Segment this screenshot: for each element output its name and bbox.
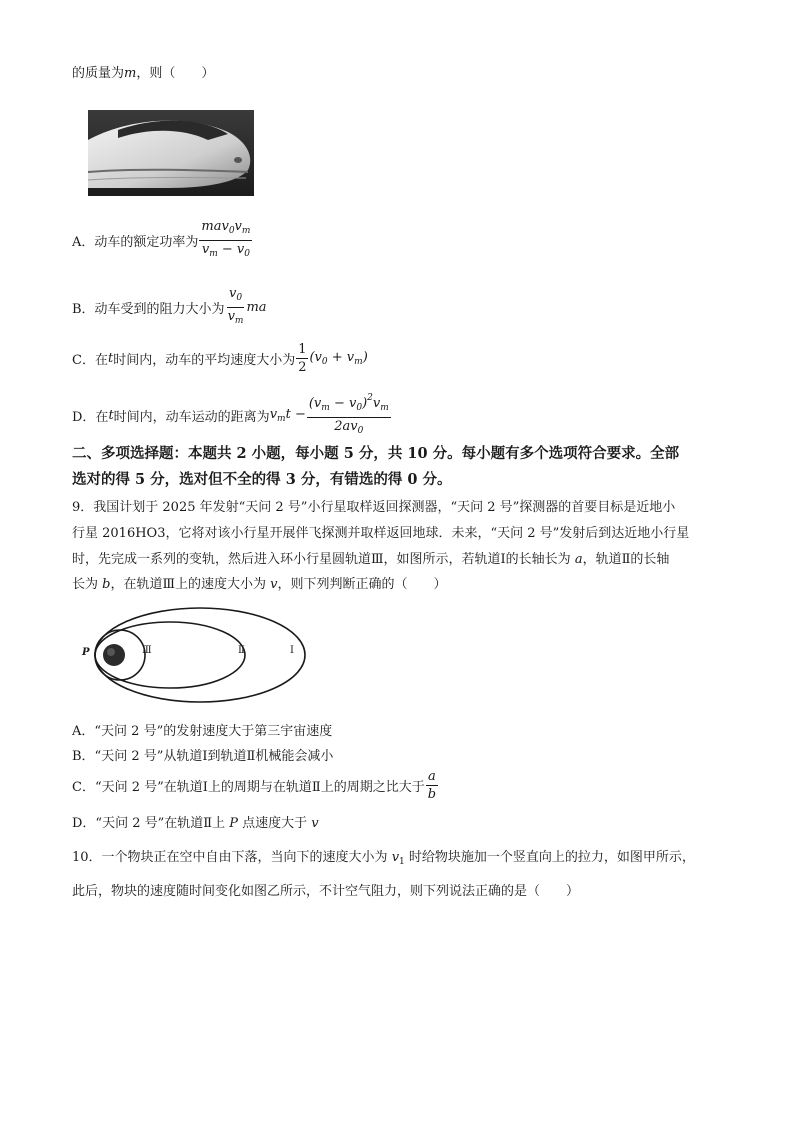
q9-line3: 时，先完成一系列的变轨，然后进入环小行星圆轨道Ⅲ，如图所示，若轨道Ⅰ的长轴长为 a，轨道Ⅱ的长轴 [72,552,670,567]
train-photo [88,110,254,196]
q8-tail-line [72,62,214,81]
orbit-label-1: Ⅰ [290,645,294,656]
q9-option-c[interactable]: C．“天问 2 号”在轨道Ⅰ上的周期与在轨道Ⅱ上的周期之比大于 $\frac{a}{b}$ [72,769,437,802]
q9-option-c-fraction: $\frac{a}{b}$ [427,769,437,802]
q8-option-b[interactable] [72,285,267,330]
q8-option-b-ma: ma [246,300,267,315]
q8-mass-var: m [124,66,137,81]
q8-option-b-fraction: $\frac{v_0}{v_m}$ [227,286,244,326]
q8-option-a[interactable] [72,218,253,263]
train-photo-graphic [88,110,254,196]
q9-line1: 9．我国计划于 2025 年发射“天问 2 号”小行星取样返回探测器，“天问 2 号”探测器的首要目标是近地小 [72,500,676,515]
orbit-diagram [80,605,320,705]
q9-option-a[interactable]: A．“天问 2 号”的发射速度大于第三宇宙速度 [72,724,333,739]
orbit-label-3: Ⅲ [142,645,152,656]
q8-option-d[interactable]: D．在 t 时间内，动车运动的距离为 $v_mt$ − $\frac{(v_m - v_0)^2v_m}{2av_0}$ [72,390,392,440]
q10-line2: 此后，物块的速度随时间变化如图乙所示，不计空气阻力，则下列说法正确的是（ ） [72,884,580,899]
q8-option-c[interactable]: C．在 t 时间内，动车的平均速度大小为 $\frac{1}{2}$ $(v_0 + v_m)$ [72,342,368,375]
asteroid [103,644,125,666]
q9-option-d[interactable]: D．“天问 2 号”在轨道Ⅱ上 P 点速度大于 v [72,816,319,831]
q9-option-b[interactable]: B．“天问 2 号”从轨道Ⅰ到轨道Ⅱ机械能会减小 [72,749,334,764]
q8-option-d-fraction: $\frac{(v_m - v_0)^2v_m}{2av_0}$ [307,390,391,440]
orbit-label-2: Ⅱ [238,645,245,656]
q8-option-b-label: B．动车受到的阻力大小为 [72,302,225,317]
q8-option-a-label: A．动车的额定功率为 [72,235,199,250]
q8-tail-end: ，则（ ） [136,66,215,81]
q8-tail-text: 的质量为 [72,66,125,81]
q8-option-d-lead: $v_mt$ − [269,406,306,424]
q8-option-c-expr: $(v_0 + v_m)$ [309,350,368,367]
q9-line2: 行星 2016HO3，它将对该小行星开展伴飞探测并取样返回地球．未来，“天问 2 号”发射后到达近地小行星 [72,526,690,541]
q8-option-a-fraction: $\frac{mav_0v_m}{v_m - v_0}$ [201,219,251,259]
q9-line4: 长为 b，在轨道Ⅲ上的速度大小为 v，则下列判断正确的（ ） [72,577,447,592]
orbit-point-p: P [82,647,90,658]
orbit-1 [95,608,305,702]
q10-line1: 10．一个物块正在空中自由下落，当向下的速度大小为 $v_1$ 时给物块施加一个竖直向上的拉力，如图甲所示， [72,850,695,867]
orbit-svg [80,605,320,705]
section-2-heading-line2: 选对的得 5 分，选对但不全的得 3 分，有错选的得 0 分。 [72,471,452,488]
section-2-heading-line1: 二、多项选择题：本题共 2 小题，每小题 5 分，共 10 分。每小题有多个选项符合要求。全部 [72,445,680,462]
q8-option-c-fraction: $\frac{1}{2}$ [298,342,307,375]
